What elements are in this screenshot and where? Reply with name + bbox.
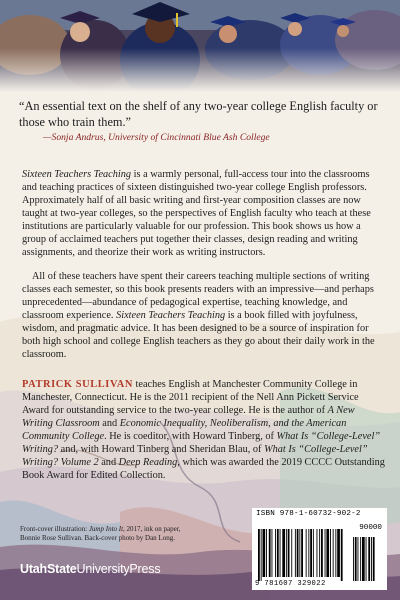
ean-number: 9 781607 329022 xyxy=(255,580,326,588)
barcode-addon-bar xyxy=(373,537,375,581)
barcode-addon-bar xyxy=(371,537,372,581)
barcode-bar xyxy=(313,529,314,577)
barcode-bar xyxy=(280,529,281,577)
barcode-bar xyxy=(317,529,318,577)
barcode-bar xyxy=(297,529,299,577)
price-code: 90000 xyxy=(359,524,382,532)
barcode-addon-bar xyxy=(368,537,370,581)
artwork-title: Jump Into It xyxy=(88,525,124,533)
endorsement-attribution: —Sonja Andrus, University of Cincinnati Blue Ash College xyxy=(43,132,270,143)
barcode-bar xyxy=(306,529,307,577)
barcode-addon-bar xyxy=(353,537,354,581)
barcode-addon-bar xyxy=(355,537,357,581)
bio-text: and xyxy=(98,457,119,468)
barcode-bar xyxy=(295,529,296,577)
book-title: Deep Reading xyxy=(118,457,178,468)
graduation-photo-art xyxy=(0,0,400,92)
barcode-bar xyxy=(288,529,290,577)
barcode-bar xyxy=(319,529,320,577)
author-name: PATRICK SULLIVAN xyxy=(22,379,133,390)
barcode-bar xyxy=(269,529,271,577)
book-title: Sixteen Teachers Teaching xyxy=(22,169,132,180)
barcode-bar xyxy=(258,529,260,581)
book-title: What Is “College-Level” Writing? xyxy=(22,431,381,455)
isbn-barcode xyxy=(252,508,387,590)
barcode-addon-bar xyxy=(366,537,367,581)
barcode-bar xyxy=(299,529,300,577)
barcode-bar xyxy=(310,529,312,577)
barcode-bar xyxy=(291,529,292,577)
book-title: What Is “College-Level” Writing? Volume 2 xyxy=(22,444,368,468)
publisher-logo xyxy=(20,562,160,576)
bio-text: teaches English at Manchester Community College in Manchester, Connecticut. He is the 2011 recipient of the Nell Ann Pickett Service Award for outstanding service to the two-year college. He is the author of xyxy=(22,379,359,416)
barcode-bar xyxy=(266,529,267,577)
credit-text: Front-cover illustration: xyxy=(20,525,89,533)
publisher-name-part1: UtahState xyxy=(20,562,77,576)
paragraph-2-body-end: is a book filled with joyfulness, wisdom, and pragmatic advice. It has been designed to be a source of inspiration for both high school and college English teachers as they go about their daily work in the classroom. xyxy=(22,310,375,360)
author-bio xyxy=(22,378,387,482)
barcode-addon-bar xyxy=(360,537,361,581)
barcode-bar xyxy=(277,529,279,577)
barcode-addon-bar xyxy=(362,537,365,581)
isbn-number: ISBN 978-1-60732-902-2 xyxy=(256,510,361,518)
barcode-bars xyxy=(256,521,383,581)
barcode-bar xyxy=(286,529,287,577)
barcode-bar xyxy=(261,529,262,581)
barcode-bar xyxy=(325,529,326,577)
paragraph-2-body: All of these teachers have spent their careers teaching multiple sections of writing classes each semester, so this book presents readers with an impressive—and perhaps unprecedented—abundance of pedagogical expertise, teaching knowledge, and classroom experience. xyxy=(22,271,374,321)
book-title: A New Writing Classroom xyxy=(22,405,355,429)
barcode-bar xyxy=(333,529,334,577)
barcode-bar xyxy=(341,529,343,581)
barcode-bar xyxy=(301,529,303,577)
barcode-bar xyxy=(308,529,309,577)
barcode-addon-bar xyxy=(358,537,359,581)
endorsement-quote: “An essential text on the shelf of any two-year college English faculty or those who train them.” xyxy=(19,99,378,129)
barcode-bar xyxy=(282,529,285,577)
barcode-bar xyxy=(272,529,273,577)
book-title: Economic Inequality, Neoliberalism, and the American Community College xyxy=(22,418,347,442)
book-title: Sixteen Teachers Teaching xyxy=(116,310,226,321)
barcode-bar xyxy=(330,529,331,577)
barcode-bar xyxy=(263,529,266,577)
barcode-bar xyxy=(275,529,276,577)
barcode-bar xyxy=(326,529,329,577)
bio-text: . He is coeditor, with Howard Tinberg, of xyxy=(104,431,277,442)
barcode-bar xyxy=(321,529,323,577)
paragraph-1-body: is a warmly personal, full-access tour into the classrooms and teaching practices of sixteen distinguished two-year college English professors. Approximately half of all basic writing and first-year composition classes are now taught at two-year colleges, so the perspectives of English faculty who teach at these institutions are particularly valuable for our profession. This book shows us how a group of acclaimed teachers put together their classes, design reading and writing assignments, and theorize their work as writing instructors. xyxy=(22,169,371,258)
credit-text: , 2017, ink on paper, Bonnie Rose Sullivan. Back-cover photo by Dan Long. xyxy=(20,525,181,542)
description-paragraph-1 xyxy=(22,168,385,259)
barcode-bar xyxy=(335,529,336,577)
barcode-bar xyxy=(337,529,340,577)
bio-text: , which was awarded the 2019 CCCC Outstanding Book Award for Edited Collection. xyxy=(22,457,385,481)
cover-credit xyxy=(20,525,185,543)
bio-text: and, with Howard Tinberg and Sheridan Blau, of xyxy=(58,444,265,455)
bio-text: and xyxy=(99,418,120,429)
description-paragraph-2 xyxy=(22,270,385,361)
graduation-photo xyxy=(0,0,400,92)
publisher-name-part2: UniversityPress xyxy=(76,562,161,576)
